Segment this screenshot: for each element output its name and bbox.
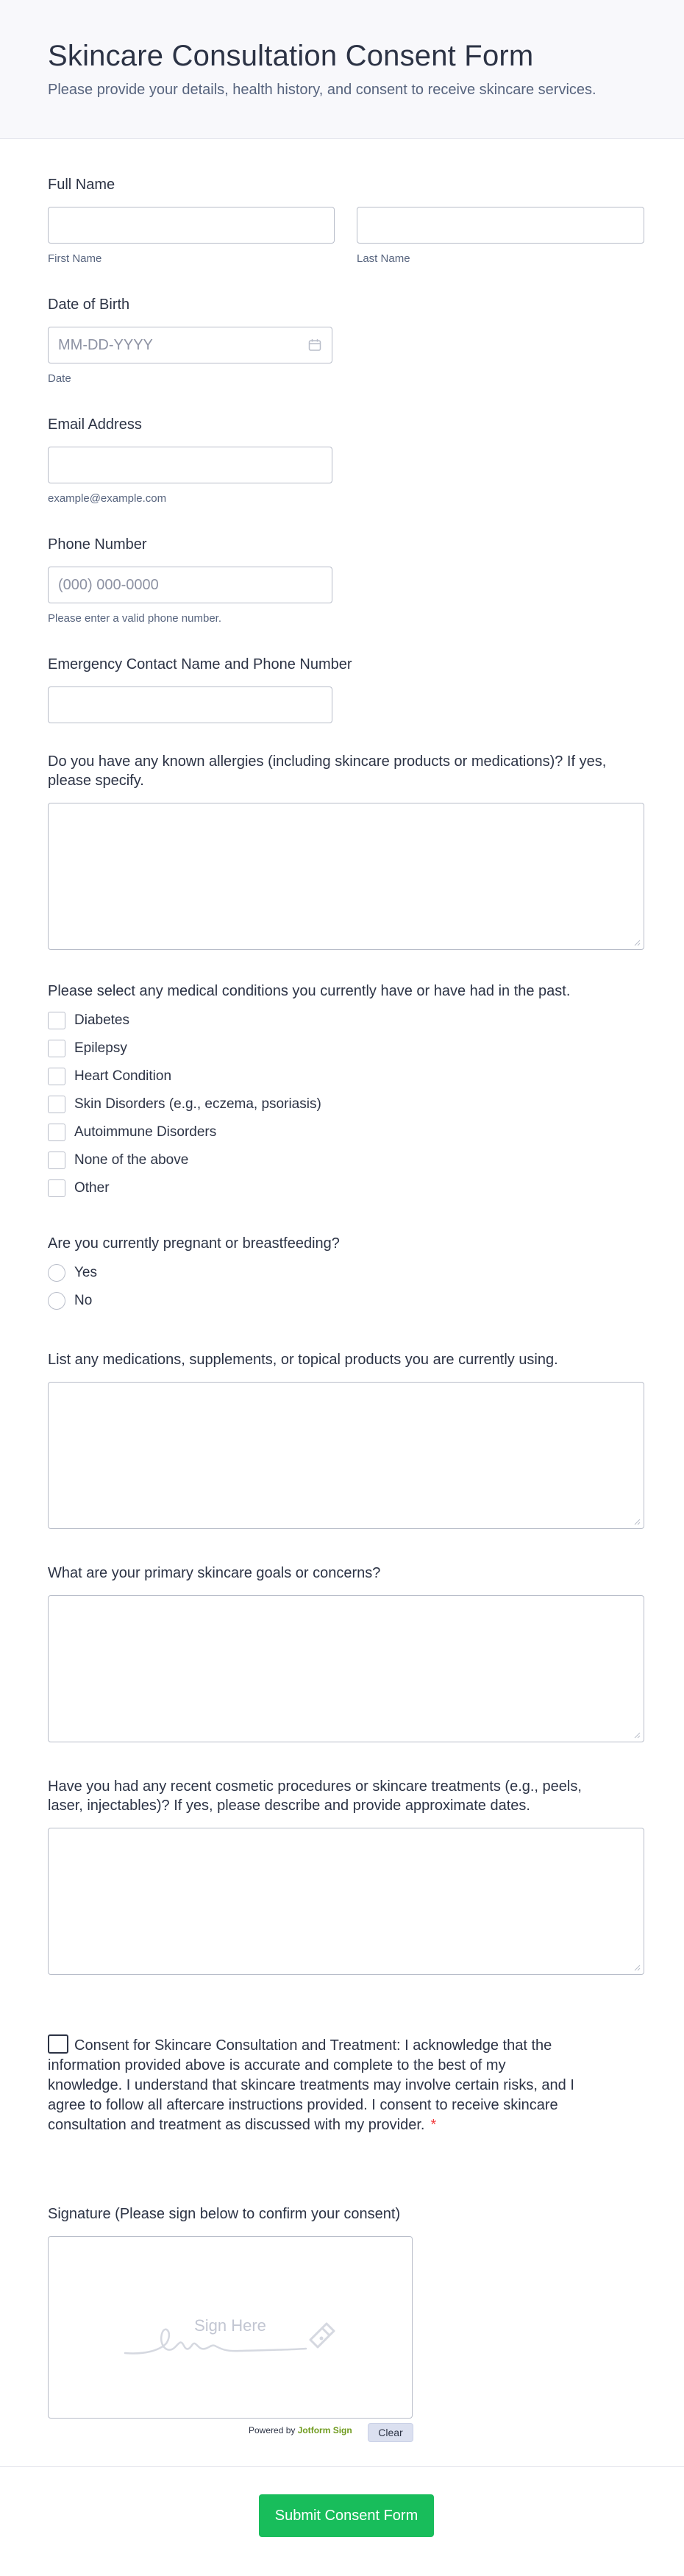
- condition-option-label: Epilepsy: [74, 1040, 127, 1056]
- condition-option[interactable]: [48, 1007, 644, 1035]
- checkbox[interactable]: [48, 1179, 65, 1197]
- last-name-sublabel: Last Name: [357, 252, 410, 265]
- recent-procedures-label-line1: Have you had any recent cosmetic procedures or skincare treatments (e.g., peels,: [48, 1778, 582, 1795]
- full-name-label: Full Name: [48, 177, 115, 193]
- allergies-label-line1: Do you have any known allergies (including skincare products or medications)? If yes,: [48, 753, 607, 770]
- phone-input[interactable]: [48, 567, 332, 603]
- medications-textarea[interactable]: [48, 1382, 644, 1529]
- condition-option-label: Autoimmune Disorders: [74, 1124, 217, 1140]
- email-sublabel: example@example.com: [48, 492, 167, 505]
- emergency-contact-label: Emergency Contact Name and Phone Number: [48, 656, 352, 673]
- first-name-input[interactable]: [48, 207, 335, 244]
- consent-checkbox[interactable]: [48, 2034, 68, 2054]
- checkbox[interactable]: [48, 1012, 65, 1029]
- skincare-goals-field: [48, 1564, 644, 1742]
- radio-button[interactable]: [48, 1292, 65, 1310]
- resize-grip-icon[interactable]: [633, 939, 641, 946]
- condition-option-label: None of the above: [74, 1152, 189, 1168]
- phone-sublabel: Please enter a valid phone number.: [48, 612, 221, 625]
- condition-option-label: Heart Condition: [74, 1068, 172, 1084]
- email-input[interactable]: [48, 447, 332, 483]
- allergies-textarea[interactable]: [48, 803, 644, 950]
- powered-by-prefix: Powered by: [249, 2425, 296, 2435]
- dob-sublabel: Date: [48, 372, 71, 385]
- radio-button[interactable]: [48, 1264, 65, 1282]
- signature-pad[interactable]: [48, 2236, 413, 2419]
- medications-field: [48, 1350, 644, 1529]
- dob-placeholder: MM-DD-YYYY: [58, 337, 153, 353]
- resize-grip-icon[interactable]: [633, 1731, 641, 1739]
- jotform-sign-link[interactable]: Jotform Sign: [297, 2425, 352, 2435]
- condition-option[interactable]: [48, 1062, 644, 1090]
- consent-field: [48, 2034, 577, 2135]
- last-name-input[interactable]: [357, 207, 644, 244]
- dob-field: [48, 295, 644, 385]
- dob-label: Date of Birth: [48, 297, 130, 313]
- calendar-icon[interactable]: [308, 338, 321, 352]
- checkbox[interactable]: [48, 1068, 65, 1085]
- condition-option[interactable]: [48, 1035, 644, 1062]
- condition-option-label: Other: [74, 1180, 110, 1196]
- powered-by: [249, 2425, 352, 2435]
- consent-text: Consent for Skincare Consultation and Treatment: I acknowledge that the information provided above is accurate and complete to the best of my knowledge. I understand that skincare treatments may involve certain risks, and I agree to follow all aftercare instructions provided. I consent to receive skincare consultation and treatment as discussed with my provider.: [48, 2037, 574, 2133]
- skincare-goals-textarea[interactable]: [48, 1595, 644, 1742]
- phone-field: [48, 535, 644, 625]
- signature-label: Signature (Please sign below to confirm your consent): [48, 2206, 401, 2222]
- skincare-goals-label: What are your primary skincare goals or concerns?: [48, 1565, 381, 1581]
- first-name-sublabel: First Name: [48, 252, 102, 265]
- clear-signature-button[interactable]: Clear: [368, 2423, 413, 2442]
- condition-option[interactable]: [48, 1146, 644, 1174]
- email-field: [48, 415, 644, 505]
- email-label: Email Address: [48, 416, 142, 433]
- resize-grip-icon[interactable]: [633, 1964, 641, 1971]
- condition-option-label: Skin Disorders (e.g., eczema, psoriasis): [74, 1096, 321, 1112]
- pregnancy-field: [48, 1234, 644, 1315]
- emergency-contact-field: [48, 655, 644, 723]
- checkbox[interactable]: [48, 1040, 65, 1057]
- emergency-contact-input[interactable]: [48, 686, 332, 723]
- phone-label: Phone Number: [48, 536, 147, 553]
- submit-button[interactable]: Submit Consent Form: [259, 2494, 434, 2537]
- checkbox[interactable]: [48, 1152, 65, 1169]
- resize-grip-icon[interactable]: [633, 1518, 641, 1525]
- signature-scribble-icon: [122, 2310, 343, 2362]
- pregnancy-option-no[interactable]: [48, 1287, 644, 1315]
- recent-procedures-textarea[interactable]: [48, 1828, 644, 1975]
- condition-option-label: Diabetes: [74, 1012, 129, 1028]
- condition-option[interactable]: [48, 1174, 644, 1202]
- form-title: Skincare Consultation Consent Form: [48, 40, 534, 72]
- form-subtitle: Please provide your details, health history, and consent to receive skincare services.: [48, 82, 596, 98]
- pregnancy-option-label: No: [74, 1293, 93, 1308]
- allergies-field: [48, 752, 644, 950]
- dob-input[interactable]: [48, 327, 332, 363]
- medical-conditions-label: Please select any medical conditions you currently have or have had in the past.: [48, 983, 571, 999]
- form-body: [0, 175, 684, 1975]
- form-header: [0, 0, 684, 139]
- condition-option[interactable]: [48, 1118, 644, 1146]
- pregnancy-option-yes[interactable]: [48, 1259, 644, 1287]
- footer-divider: [0, 2466, 684, 2467]
- required-marker: *: [430, 2117, 437, 2133]
- checkbox[interactable]: [48, 1096, 65, 1113]
- medications-label: List any medications, supplements, or topical products you are currently using.: [48, 1352, 558, 1368]
- phone-placeholder: (000) 000-0000: [58, 577, 159, 593]
- medical-conditions-field: [48, 982, 644, 1202]
- allergies-label-line2: please specify.: [48, 773, 144, 789]
- pregnancy-label: Are you currently pregnant or breastfeeding?: [48, 1235, 340, 1252]
- pregnancy-option-label: Yes: [74, 1265, 97, 1280]
- recent-procedures-field: [48, 1777, 644, 1975]
- full-name-field: [48, 175, 644, 265]
- condition-option[interactable]: [48, 1090, 644, 1118]
- recent-procedures-label-line2: laser, injectables)? If yes, please describe and provide approximate dates.: [48, 1798, 530, 1814]
- checkbox[interactable]: [48, 1124, 65, 1141]
- signature-placeholder: Sign Here: [194, 2316, 266, 2335]
